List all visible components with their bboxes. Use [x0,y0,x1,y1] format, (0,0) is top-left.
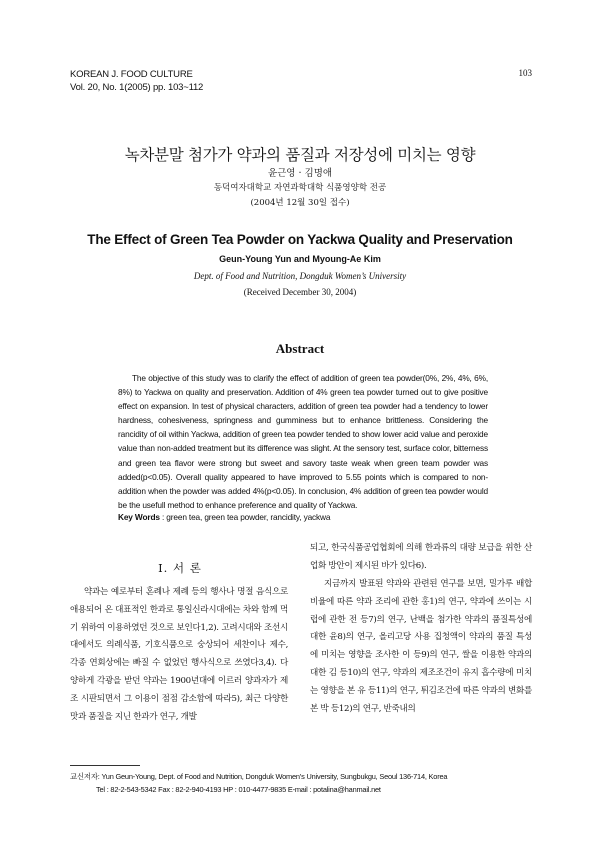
intro-right-continuation: 되고, 한국식품공업협회에 의해 한과류의 대량 보급을 위한 산업화 방안이 제시된 바가 있다6). [310,543,532,571]
keywords-label: Key Words [118,512,160,522]
volume-info: Vol. 20, No. 1(2005) pp. 103~112 [70,82,204,93]
footnote-divider [70,765,140,766]
korean-received-date: (2004년 12월 30일 접수) [250,198,350,208]
english-received-date: (Received December 30, 2004) [243,287,357,297]
abstract-heading: Abstract [275,341,325,356]
korean-authors: 윤근영 · 김명애 [267,168,333,179]
intro-left-column: 약과는 예로부터 혼례나 제례 등의 행사나 명절 음식으로 애용되어 온 대표적인 한과로 통일신라시대에는 차와 함께 먹기 위하여 이용하였던 것으로 보인다1,2). 고려시대와 조선시대에서도 의례식품, 기호식품으로 숭상되어 세찬이나 제수, 각종 연회상에는 빠질 수 없었던 행사식으로 쓰였다3,4). 다양하게 각광을 받던 약과는 1900년대에 이르러 양과자가 제조 시판되면서 그 이용이 점점 감소함에 따라5), 최근 다양한 맛과 품질을 지닌 한과가 연구, 개발 [70,587,288,722]
journal-header [70,68,203,94]
journal-name: KOREAN J. FOOD CULTURE [70,69,193,80]
corresponding-author-footnote [70,770,447,796]
keywords [118,512,330,522]
english-title: The Effect of Green Tea Powder on Yackwa Quality and Preservation [87,232,513,247]
page-number: 103 [518,68,532,78]
english-affiliation: Dept. of Food and Nutrition, Dongduk Women’s University [193,271,407,281]
korean-title: 녹차분말 첨가가 약과의 품질과 저장성에 미치는 영향 [124,146,476,164]
footnote-contact: Tel : 82-2-543-5342 Fax : 82-2-940-4193 HP : 010-4477-9835 E-mail : potalina@hanmail.net [96,785,381,794]
section-heading-introduction: I. 서 론 [158,561,202,575]
korean-affiliation: 동덕여자대학교 자연과학대학 식품영양학 전공 [213,183,387,193]
intro-right-column: 지금까지 발표된 약과와 관련된 연구를 보면, 밀가루 배합비율에 따른 약과 조리에 관한 홍1)의 연구, 약과에 쓰이는 시럽에 관한 전 등7)의 연구, 난백을 첨가한 약과의 품질특성에 대한 윤8)의 연구, 올리고당 사용 집청액이 약과의 품질 특성에 미치는 영향을 조사한 이 등9)의 연구, 쌀을 이용한 약과의 대한 김 등10)의 연구, 약과의 제조조건이 유지 흡수량에 미치는 영향을 본 유 등11)의 연구, 튀김조건에 따른 약과의 변화를 본 박 등12)의 연구, 반죽내의 [310,579,532,714]
english-authors: Geun-Young Yun and Myoung-Ae Kim [219,254,381,264]
keywords-list: : green tea, green tea powder, rancidity, yackwa [159,512,331,522]
footnote-address: 교신저자: Yun Geun-Young, Dept. of Food and Nutrition, Dongduk Women’s University, Sungbukgu, Seoul 136-714, Korea [70,772,448,781]
abstract-text: The objective of this study was to clarify the effect of addition of green tea powder(0%, 2%, 4%, 6%, 8%) to Yackwa on quality and preservation. Addition of 4% green tea powder turned out to give positive effect on expansion. In test of physical characters, addition of green tea powder had a tendency to lower hardness, cohesiveness, springness and gumminess but to enhance brittleness. Considering the rancidity of oil within Yackwa, addition of green tea powder tended to show lower acid value and peroxide value than non-added treatment but its difference was slight. At the sensory test, surface color, bitterness and green tea flavor were strong but sweet and savory taste weak when green team powder was added(p<0.05). Overall quality appeared to have improved to 5.55 points which is compared to non-addition when the powder was added 4%(p<0.05). In conclusion, 4% addition of green tea powder would be the usefull method to enhance preference and quality of Yackwa. [118,373,488,510]
